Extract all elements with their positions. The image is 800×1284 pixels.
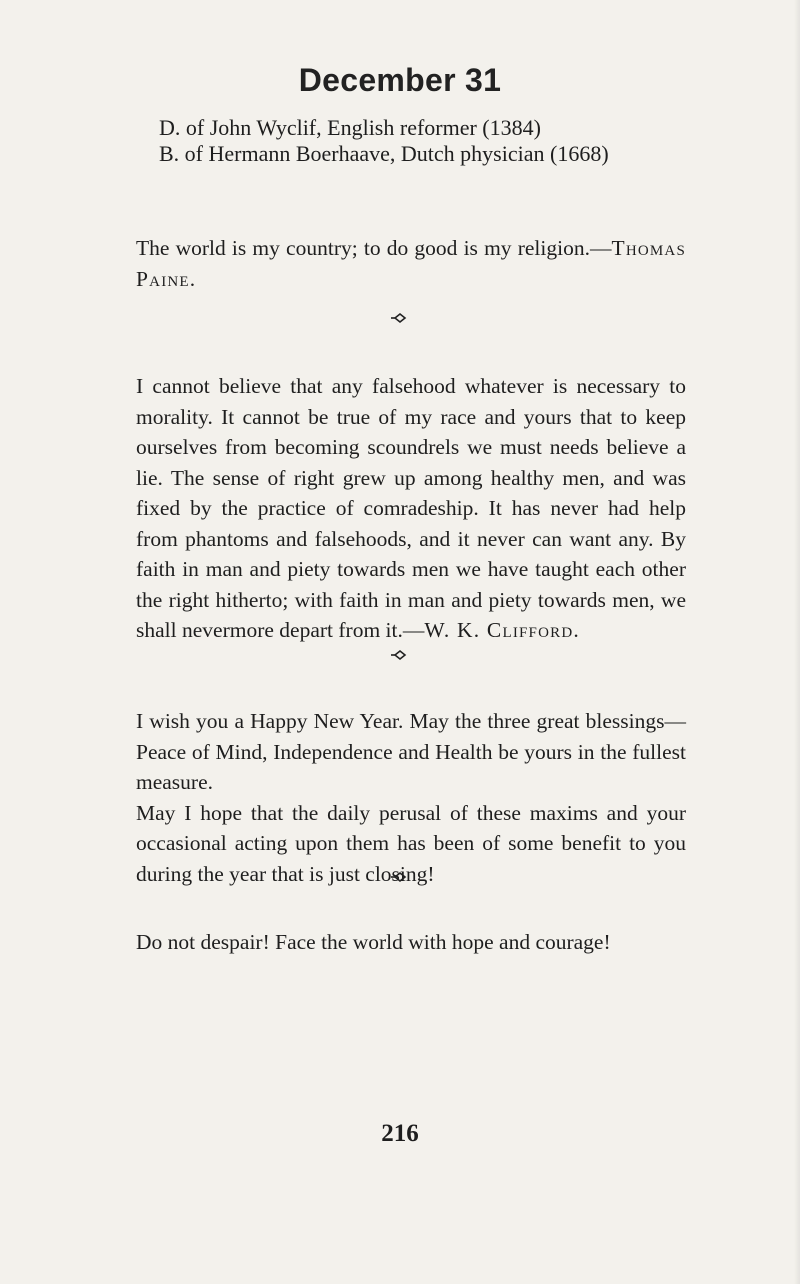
page-title: December 31 xyxy=(298,62,502,98)
page-edge-shadow xyxy=(794,0,800,1284)
diamond-arrow-ornament-icon xyxy=(390,871,410,883)
ornament-divider xyxy=(0,648,800,662)
ornament-divider xyxy=(0,870,800,884)
ornament-divider xyxy=(0,311,800,325)
event-birth: B. of Hermann Boerhaave, Dutch physician (1668) xyxy=(159,141,609,166)
event-death: D. of John Wyclif, English reformer (1384) xyxy=(159,115,541,140)
quote-paragraph: I wish you a Happy New Year. May the three great blessings— Peace of Mind, Independence and Health be yours in the fullest measure. xyxy=(136,709,686,794)
page-number: 216 xyxy=(381,1120,419,1147)
quote-paragraph: Do not despair! Face the world with hope and courage! xyxy=(136,930,611,954)
quote-new-year xyxy=(136,706,686,889)
quote-paragraph xyxy=(136,233,686,294)
diamond-arrow-ornament-icon xyxy=(390,312,410,324)
quote-author: W. K. Clifford. xyxy=(424,618,580,642)
quote-author: Thomas Paine. xyxy=(136,236,686,291)
quote-paine xyxy=(136,233,686,294)
events-list xyxy=(159,115,609,167)
quote-text: I cannot believe that any falsehood whatever is necessary to morality. It cannot be true of my race and yours that to keep ourselves from becoming scoundrels we must needs believe a lie. The sense of right grew up among healthy men, and was fixed by the practice of comradeship. It has never had help from phantoms and falsehoods, and it never can want any. By faith in man and piety towards men we have taught each other the right hitherto; with faith in man and piety towards men, we shall nevermore depart from it.— xyxy=(136,374,686,642)
quote-clifford xyxy=(136,371,686,646)
quote-courage xyxy=(136,927,686,958)
quote-text: The world is my country; to do good is my religion.— xyxy=(136,236,612,260)
quote-paragraph xyxy=(136,371,686,646)
diamond-arrow-ornament-icon xyxy=(390,649,410,661)
quote-paragraph: May I hope that the daily perusal of these maxims and your occasional acting upon them has been of some benefit to you during the year that is just closing! xyxy=(136,800,686,886)
